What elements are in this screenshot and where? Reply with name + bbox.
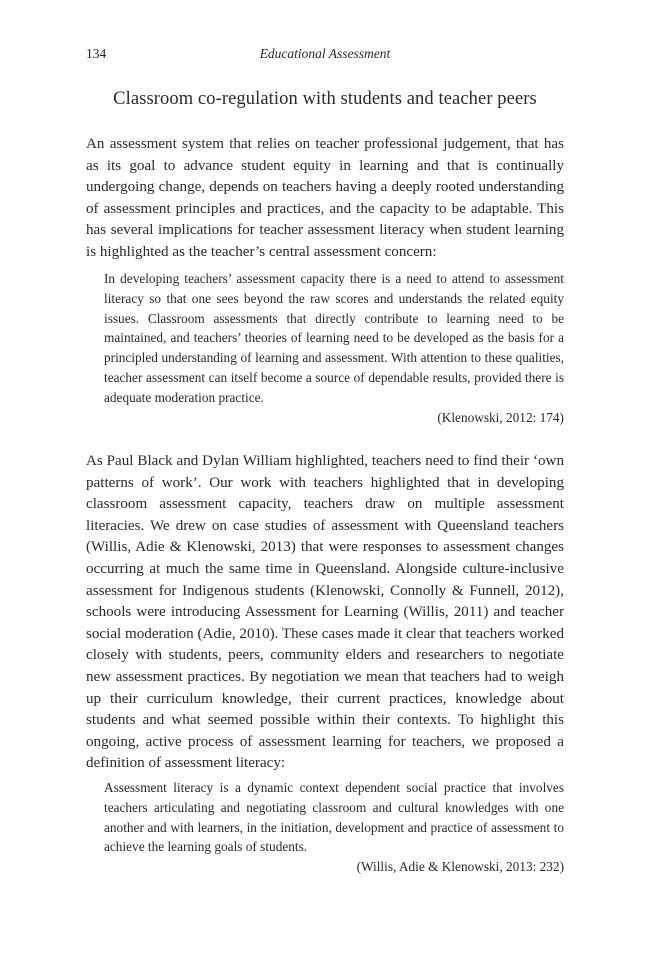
body-paragraph: As Paul Black and Dylan William highlighted, teachers need to find their ‘own patterns of work’. Our work with teachers highlighted that in developing classroom assessment capacity, teachers draw on multiple assessment literacies. We drew on case studies of assessment with Queensland teachers (Willis, Adie & Klenowski, 2013) that were responses to assessment changes occurring at much the same time in Queensland. Alongside culture-inclusive assessment for Indigenous students (Klenowski, Connolly & Funnell, 2012), schools were introducing Assessment for Learning (Willis, 2011) and teacher social moderation (Adie, 2010). These cases made it clear that teachers worked closely with students, peers, community elders and researchers to negotiate new assessment practices. By negotiation we mean that teachers had to weigh up their curriculum knowledge, their current practices, knowledge about students and what seemed possible within their contexts. To highlight this ongoing, active process of assessment learning for teachers, we proposed a definition of assessment literacy: xyxy=(86,453,564,772)
page-header xyxy=(86,46,564,64)
running-head: Educational Assessment xyxy=(259,46,391,61)
section-title: Classroom co-regulation with students and teacher peers xyxy=(113,89,537,109)
block-quote: In developing teachers’ assessment capacity there is a need to attend to assessment literacy so that one sees beyond the raw scores and understands the related equity issues. Classroom assessments that directly contribute to learning need to be maintained, and teachers’ theories of learning need to be developed as the basis for a principled understanding of learning and assessment. With attention to these qualities, teacher assessment can itself become a source of dependable results, provided there is adequate moderation practice. xyxy=(104,271,564,405)
quote-citation: (Klenowski, 2012: 174) xyxy=(437,410,564,425)
page-number: 134 xyxy=(86,46,107,61)
body-paragraph: An assessment system that relies on teacher professional judgement, that has as its goal to advance student equity in learning and that is continually undergoing change, depends on teachers having a deeply rooted understanding of assessment principles and practices, and the capacity to be adaptable. This has several implications for teacher assessment literacy when student learning is highlighted as the teacher’s central assessment concern: xyxy=(86,136,564,260)
block-quote: Assessment literacy is a dynamic context dependent social practice that involves teachers articulating and negotiating classroom and cultural knowledges with one another and with learners, in the initiation, development and practice of assessment to achieve the learning goals of students. xyxy=(104,780,564,855)
quote-citation: (Willis, Adie & Klenowski, 2013: 232) xyxy=(356,859,564,874)
